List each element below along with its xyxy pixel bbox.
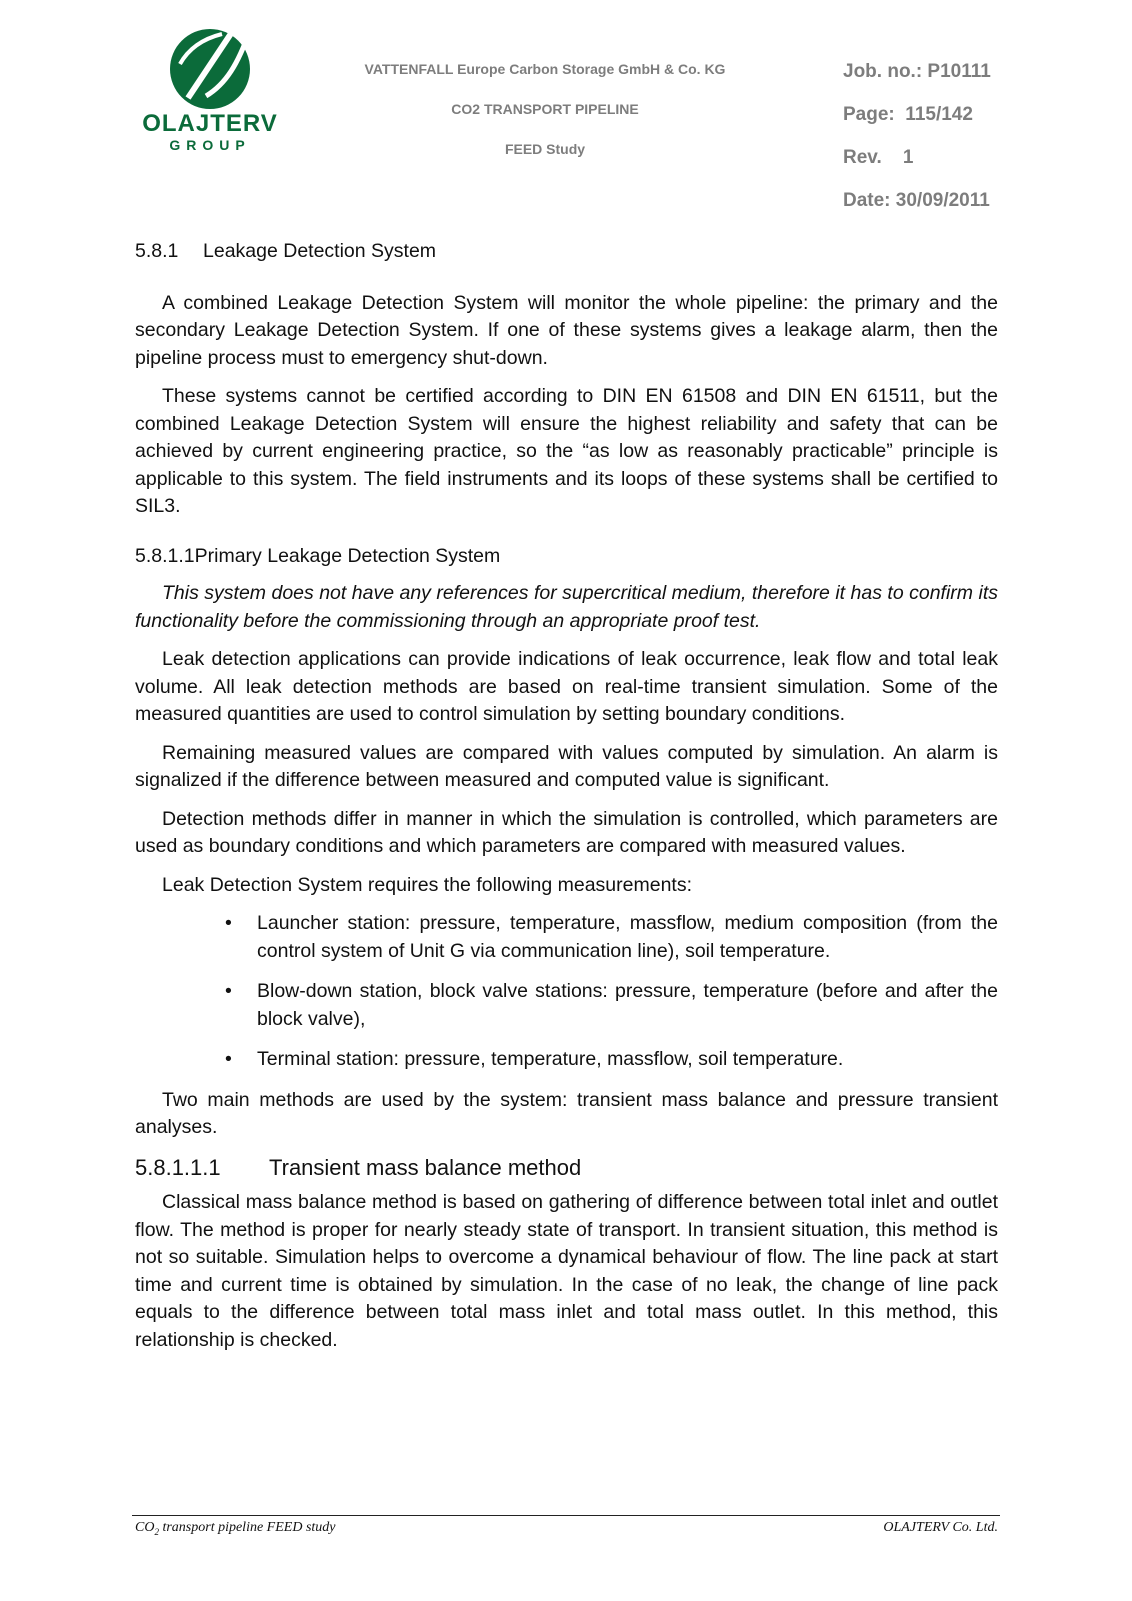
footer-left: $CO_2$ transport pipeline FEED study — [135, 1520, 336, 1537]
list-item: • Launcher station: pressure, temperature, massflow, medium composition (from the control system of Unit G via communication line), soil temperature. — [225, 912, 998, 962]
paragraph: A combined Leakage Detection System will monitor the whole pipeline: the primary and the secondary Leakage Detection System. If one of these systems gives a leakage alarm, then the pipeline process must to emergency shut-down. — [135, 291, 998, 369]
bullet-icon: • — [225, 1048, 232, 1070]
italic-note: This system does not have any references for supercritical medium, therefore it has to confirm its functionality before the commissioning through an appropriate proof test. — [135, 582, 998, 632]
header-job-no: Job. no.: P10111 — [843, 61, 991, 82]
company-logo — [140, 24, 280, 164]
header-study: FEED Study — [504, 141, 586, 157]
subsubsection-title: Transient mass balance method — [269, 1154, 582, 1180]
subsection-heading — [135, 543, 998, 571]
logo-name: OLAJTERV — [142, 110, 278, 137]
paragraph: These systems cannot be certified according to DIN EN 61508 and DIN EN 61511, but the combined Leakage Detection System will ensure the highest reliability and safety that can be achieved by current engineering practice, so the “as low as reasonably practicable” principle is applicable to this system. The field instruments and its loops of these systems shall be certified to SIL3. — [135, 385, 998, 517]
header-company: VATTENFALL Europe Carbon Storage GmbH & Co. KG — [364, 61, 726, 77]
footer-right: OLAJTERV Co. Ltd. — [883, 1520, 998, 1535]
paragraph: Classical mass balance method is based on gathering of difference between total inlet and outlet flow. The method is proper for nearly steady state of transport. In transient situation, this method is not so suitable. Simulation helps to overcome a dynamical behaviour of flow. The line pack at start time and current time is obtained by simulation. In the case of no leak, the change of line pack equals to the difference between total mass inlet and total mass outlet. In this method, this relationship is checked. — [135, 1191, 998, 1351]
section-number: 5.8.1 — [135, 240, 179, 262]
paragraph: Two main methods are used by the system: transient mass balance and pressure transient analyses. — [135, 1088, 998, 1138]
subsection-title: Primary Leakage Detection System — [194, 544, 501, 567]
section-heading — [135, 238, 998, 266]
logo-subtitle: GROUP — [169, 137, 251, 153]
bullet-icon: • — [225, 980, 232, 1002]
paragraph: Detection methods differ in manner in which the simulation is controlled, which parameters are used as boundary conditions and which parameters are compared with measured values. — [135, 807, 998, 857]
header-date: Date: 30/09/2011 — [843, 190, 990, 211]
footer-rule — [132, 1515, 1000, 1516]
document-body — [135, 238, 998, 1365]
subsection-number: 5.8.1.1 — [135, 544, 195, 567]
header-project: CO2 TRANSPORT PIPELINE — [451, 101, 639, 117]
list-item: • Terminal station: pressure, temperature, massflow, soil temperature. — [257, 1046, 998, 1074]
paragraph: Leak detection applications can provide indications of leak occurrence, leak flow and total leak volume. All leak detection methods are based on real-time transient simulation. Some of the measured quantities are used to control simulation by setting boundary conditions. — [135, 648, 998, 725]
measurement-list — [135, 910, 998, 1074]
section-title: Leakage Detection System — [203, 240, 437, 262]
document-header-center — [335, 58, 755, 178]
header-page: Page: 115/142 — [843, 104, 973, 125]
bullet-icon: • — [225, 912, 232, 934]
subsubsection-heading — [135, 1154, 998, 1182]
paragraph: Leak Detection System requires the following measurements: — [162, 873, 693, 896]
subsubsection-number: 5.8.1.1.1 — [135, 1154, 221, 1180]
header-rev: Rev. 1 — [843, 147, 914, 168]
paragraph: Remaining measured values are compared with values computed by simulation. An alarm is signalized if the difference between measured and computed value is significant. — [135, 741, 998, 791]
document-header-meta — [843, 60, 991, 232]
leaf-logo-icon — [166, 24, 254, 110]
list-item: • Blow-down station, block valve stations: pressure, temperature (before and after the block valve), — [225, 980, 998, 1030]
